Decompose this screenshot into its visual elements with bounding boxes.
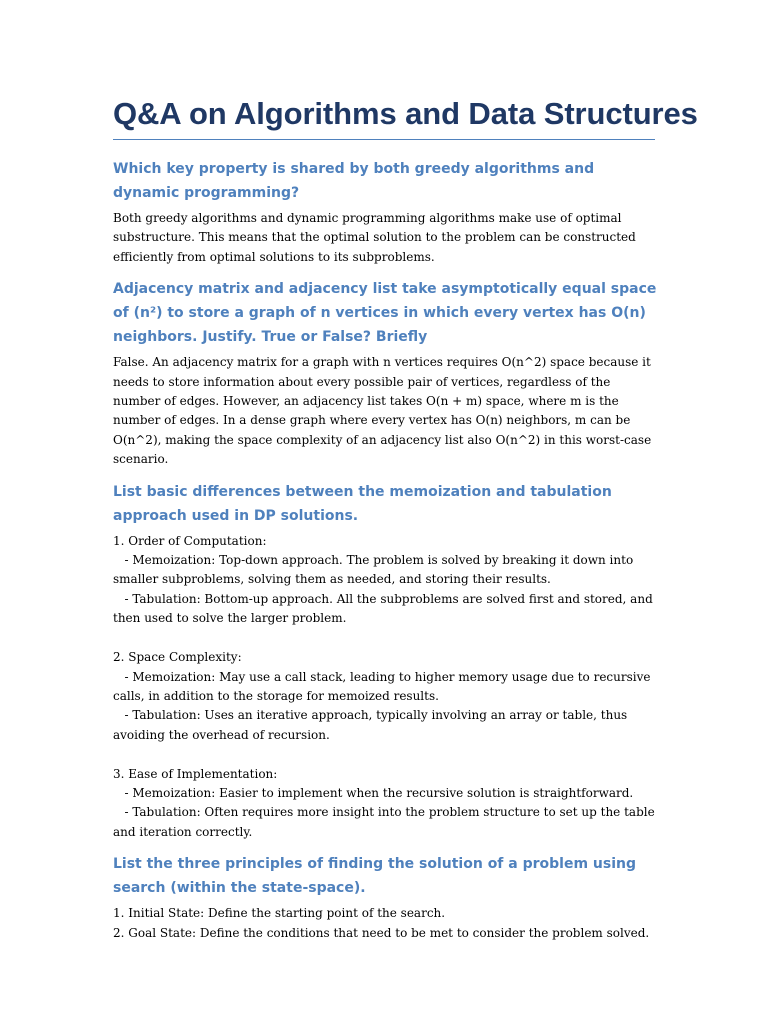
question-heading: Adjacency matrix and adjacency list take asymptotically equal space of (n²) to store a graph of n vertices in which every vertex has O(n) neighbors. Justify. True or False? Briefly (113, 281, 657, 346)
qa-item (113, 480, 658, 843)
qa-list (113, 157, 658, 953)
answer-text: 1. Initial State: Define the starting point of the search. 2. Goal State: Define the conditions that need to be met to consider the problem solved. (113, 906, 650, 940)
qa-item (113, 157, 658, 267)
qa-item (113, 852, 658, 943)
qa-item (113, 277, 658, 469)
question-heading: Which key property is shared by both greedy algorithms and dynamic programming? (113, 161, 595, 201)
question-heading: List basic differences between the memoization and tabulation approach used in DP solutions. (113, 483, 612, 524)
answer-text: False. An adjacency matrix for a graph with n vertices requires O(n^2) space because it needs to store information about every possible pair of vertices, regardless of the number of edges. However, an adjacency list takes O(n + m) space, where m is the number of edges. In a dense graph where every vertex has O(n) neighbors, m can be O(n^2), making the space complexity of an adjacency list also O(n^2) in this worst-case scenario. (113, 355, 655, 467)
answer-text: 1. Order of Computation: - Memoization: Top-down approach. The problem is solved by breaking it down into smaller subproblems, solving them as needed, and storing their results. - Tabulation: Bottom-up approach. All the subproblems are solved first and stored, and then used to solve the larger problem. 2. Space Complexity: - Memoization: May use a call stack, leading to higher memory usage due to recursive calls, in addition to the storage for memoized results. - Tabulation: Uses an iterative approach, typically involving an array or table, thus avoiding the overhead of recursion. 3. Ease of Implementation: - Memoization: Easier to implement when the recursive solution is straightforward. - Tabulation: Often requires more insight into the problem structure to set up the table and iteration correctly. (113, 533, 655, 839)
question-heading: List the three principles of finding the solution of a problem using search (within the state-space). (113, 856, 637, 897)
title-underline (113, 139, 655, 140)
answer-text: Both greedy algorithms and dynamic programming algorithms make use of optimal substructure. This means that the optimal solution to the problem can be constructed efficiently from optimal solutions to its subproblems. (113, 211, 640, 264)
document-title: Q&A on Algorithms and Data Structures (113, 96, 698, 131)
